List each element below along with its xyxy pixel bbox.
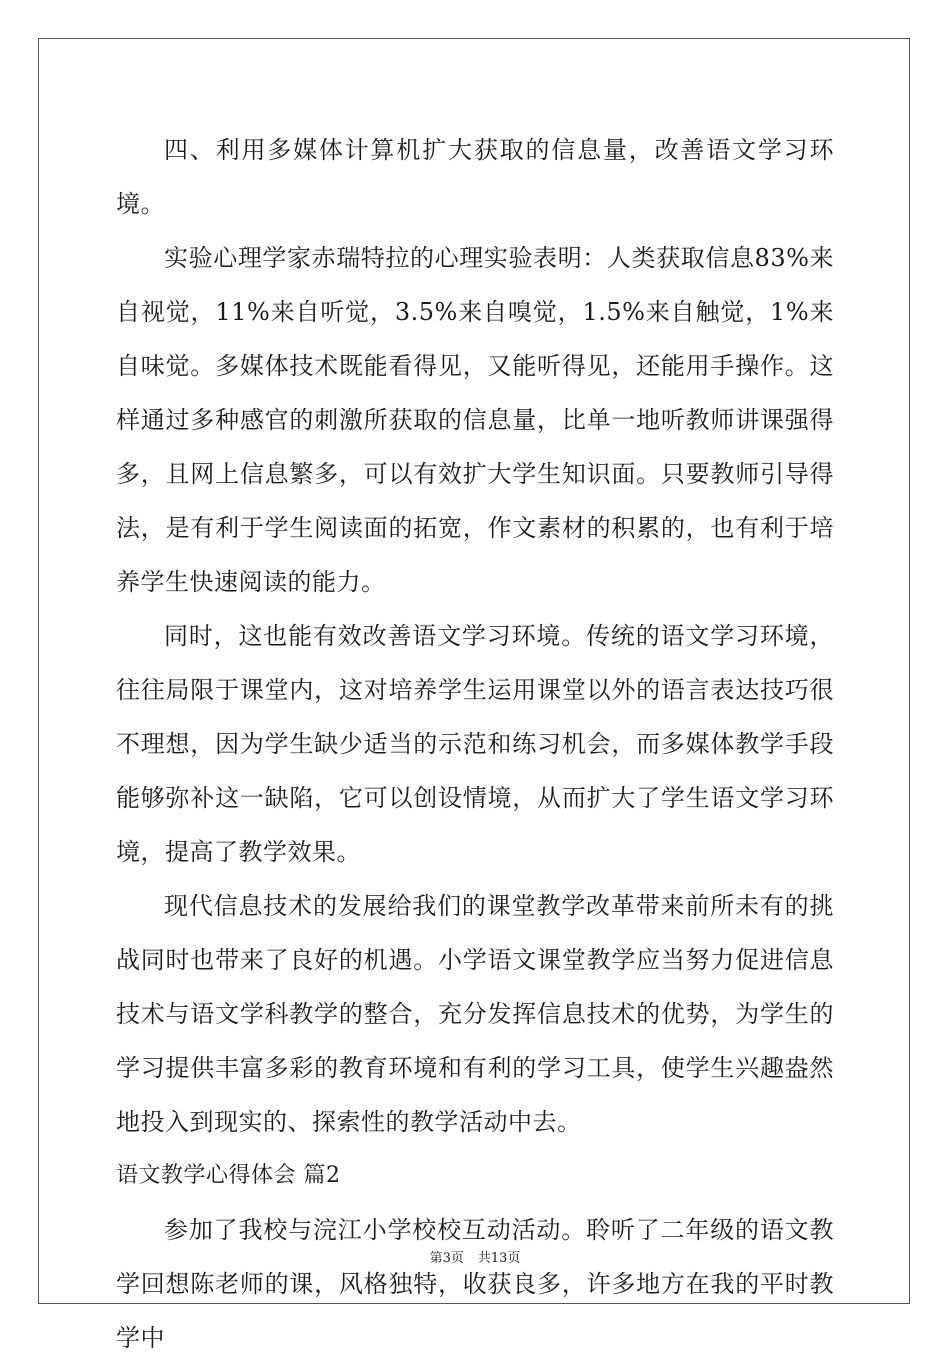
- page-number: 第3页: [429, 1251, 464, 1266]
- paragraph-1: 四、利用多媒体计算机扩大获取的信息量，改善语文学习环境。: [116, 136, 834, 218]
- paragraph-3: 同时，这也能有效改善语文学习环境。传统的语文学习环境，往往局限于课堂内，这对培养学生运用课堂以外的语言表达技巧很不理想，因为学生缺少适当的示范和练习机会，而多媒体教学手段能够弥补这一缺陷，它可以创设情境，从而扩大了学生语文学习环境，提高了教学效果。: [116, 622, 834, 866]
- document-body: [116, 123, 834, 1365]
- paragraph-2: 实验心理学家赤瑞特拉的心理实验表明：人类获取信息83%来自视觉，11%来自听觉，3.5%来自嗅觉，1.5%来自触觉，1%来自味觉。多媒体技术既能看得见，又能听得见，还能用手操作。这样通过多种感官的刺激所获取的信息量，比单一地听教师讲课强得多，且网上信息繁多，可以有效扩大学生知识面。只要教师引导得法，是有利于学生阅读面的拓宽，作文素材的积累的，也有利于培养学生快速阅读的能力。: [116, 244, 834, 596]
- section-paragraph-1: 参加了我校与浣江小学校校互动活动。聆听了二年级的语文教学回想陈老师的课，风格独特，收获良多，许多地方在我的平时教学中: [116, 1216, 834, 1352]
- section-title: 语文教学心得体会 篇2: [116, 1163, 341, 1188]
- paragraph-4: 现代信息技术的发展给我们的课堂教学改革带来前所未有的挑战同时也带来了良好的机遇。小学语文课堂教学应当努力促进信息技术与语文学科教学的整合，充分发挥信息技术的优势，为学生的学习提供丰富多彩的教育环境和有利的学习工具，使学生兴趣盎然地投入到现实的、探索性的教学活动中去。: [116, 892, 834, 1136]
- page-footer: [0, 1247, 950, 1266]
- page-total: 共13页: [477, 1251, 521, 1266]
